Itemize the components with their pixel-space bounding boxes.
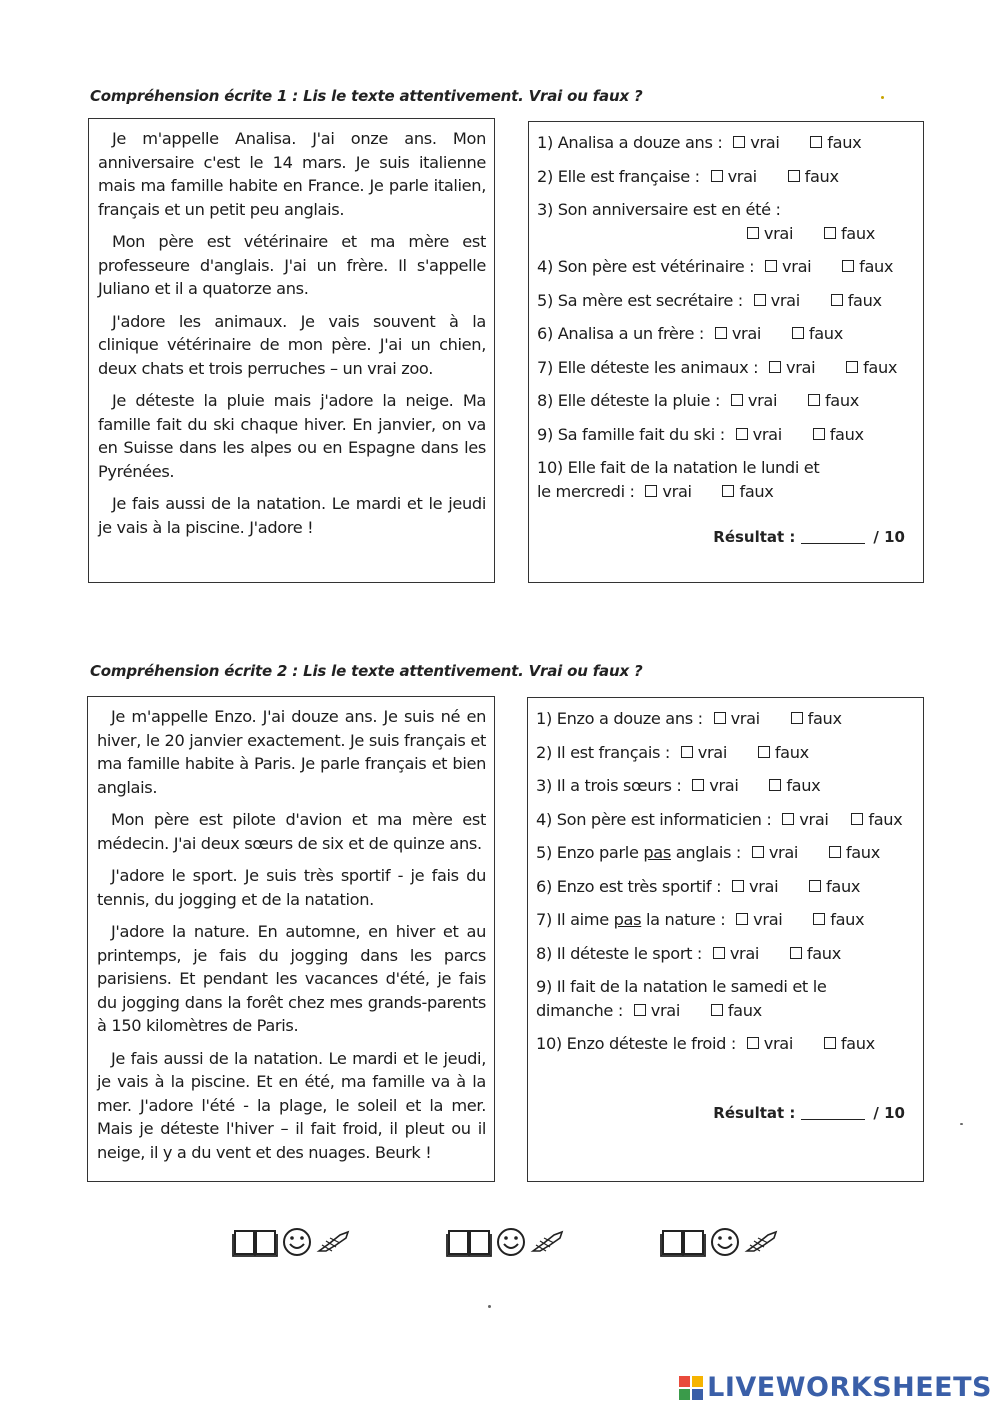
scan-speck xyxy=(488,1305,491,1308)
true-checkbox[interactable] xyxy=(634,1004,646,1016)
true-label: vrai xyxy=(727,166,757,186)
book-icon xyxy=(446,1226,492,1258)
true-label: vrai xyxy=(786,357,816,377)
question-row xyxy=(536,875,913,899)
question-row xyxy=(537,165,913,189)
false-checkbox[interactable] xyxy=(824,227,836,239)
section1-paragraph: J'adore les animaux. Je vais souvent à la clinique vétérinaire de mon père. J'ai un chien, deux chats et trois perruches – un vrai zoo. xyxy=(98,311,486,378)
false-checkbox[interactable] xyxy=(813,913,825,925)
true-checkbox[interactable] xyxy=(711,170,723,182)
false-label: faux xyxy=(826,876,861,896)
false-label: faux xyxy=(845,843,880,862)
true-label: vrai xyxy=(662,481,692,501)
true-checkbox[interactable] xyxy=(736,913,748,925)
section2-paragraph: Je m'appelle Enzo. J'ai douze ans. Je suis né en hiver, le 20 janvier exactement. Je suis français et ma famille habite à Paris. Je parle français et bien anglais. xyxy=(97,707,486,797)
liveworksheets-logo-icon xyxy=(679,1376,703,1400)
smiley-icon xyxy=(710,1227,740,1257)
question-row xyxy=(536,841,913,865)
question-text: 10) Enzo déteste le froid : xyxy=(536,1034,736,1053)
question-text: 7) Il aime xyxy=(536,910,609,929)
true-checkbox[interactable] xyxy=(732,880,744,892)
question-text: 9) Il fait de la natation le samedi et le dimanche : xyxy=(536,977,827,1020)
true-checkbox[interactable] xyxy=(736,428,748,440)
false-label: faux xyxy=(739,481,774,501)
smiley-icon xyxy=(496,1227,526,1257)
false-checkbox[interactable] xyxy=(831,294,843,306)
question-row xyxy=(537,289,913,313)
question-row xyxy=(537,456,837,503)
false-checkbox[interactable] xyxy=(842,260,854,272)
question-row xyxy=(537,322,913,346)
question-choices-row xyxy=(537,222,913,246)
section2-paragraph: Je fais aussi de la natation. Le mardi et le jeudi, je vais à la piscine. Et en été, ma famille va à la mer. J'adore l'été - la plage, le soleil et la mer. Mais je déteste l'hiver – il fait froid, il pleut ou il neige, il y a du vent et des nuages. Beurk ! xyxy=(97,1048,486,1162)
section1-paragraph: Je m'appelle Analisa. J'ai onze ans. Mon anniversaire c'est le 14 mars. Je suis italienne mais ma famille habite en France. Je parle italien, français et un petit peu anglais. xyxy=(98,129,486,219)
false-checkbox[interactable] xyxy=(788,170,800,182)
true-label: vrai xyxy=(729,943,760,963)
section1-title: Compréhension écrite 1 : Lis le texte attentivement. Vrai ou faux ? xyxy=(90,87,643,105)
question-text: 10) Elle fait de la natation le lundi et le mercredi : xyxy=(537,458,820,501)
question-row xyxy=(536,975,846,1022)
true-label: vrai xyxy=(730,709,760,728)
question-text: 8) Elle déteste la pluie : xyxy=(537,391,721,410)
result-label: Résultat : xyxy=(713,528,796,546)
question-row xyxy=(537,198,913,222)
question-row xyxy=(537,389,913,413)
book-icon xyxy=(232,1226,278,1258)
false-checkbox[interactable] xyxy=(711,1004,723,1016)
question-row xyxy=(537,423,913,447)
false-checkbox[interactable] xyxy=(769,779,781,791)
question-row xyxy=(537,356,913,380)
true-label: vrai xyxy=(768,843,799,862)
true-label: vrai xyxy=(763,1034,794,1053)
writing-hand-icon xyxy=(316,1229,352,1255)
false-label: faux xyxy=(804,166,839,186)
true-label: vrai xyxy=(709,776,739,795)
true-checkbox[interactable] xyxy=(645,485,657,497)
false-label: faux xyxy=(827,133,862,152)
false-label: faux xyxy=(840,223,875,243)
false-checkbox[interactable] xyxy=(792,327,804,339)
icon-group xyxy=(446,1226,566,1258)
question-text: 2) Elle est française : xyxy=(537,166,700,186)
true-checkbox[interactable] xyxy=(747,227,759,239)
question-emphasis: pas xyxy=(613,910,642,929)
section2-questions-box xyxy=(527,697,924,1182)
true-checkbox[interactable] xyxy=(754,294,766,306)
true-label: vrai xyxy=(799,809,829,829)
result-total: / 10 xyxy=(873,528,905,546)
true-checkbox[interactable] xyxy=(733,136,745,148)
true-checkbox[interactable] xyxy=(765,260,777,272)
false-label: faux xyxy=(727,1000,762,1020)
section1-paragraph: Mon père est vétérinaire et ma mère est professeure d'anglais. J'ai un frère. Il s'appelle Juliano et il a quatorze ans. xyxy=(98,232,486,298)
question-text: 5) Enzo parle xyxy=(536,843,639,862)
question-text: 4) Son père est informaticien : xyxy=(536,809,772,829)
true-label: vrai xyxy=(763,223,794,243)
false-label: faux xyxy=(806,943,841,963)
brand-name: LIVEWORKSHEETS xyxy=(707,1372,992,1403)
question-row xyxy=(536,908,913,932)
false-label: faux xyxy=(808,324,843,343)
smiley-icon xyxy=(282,1227,312,1257)
true-checkbox[interactable] xyxy=(692,779,704,791)
false-label: faux xyxy=(840,1034,875,1053)
true-label: vrai xyxy=(697,742,728,762)
writing-hand-icon xyxy=(530,1229,566,1255)
false-checkbox[interactable] xyxy=(810,136,822,148)
question-row xyxy=(536,774,913,798)
true-label: vrai xyxy=(748,876,779,896)
section1-text-box xyxy=(88,118,495,583)
true-label: vrai xyxy=(752,424,782,444)
section2-paragraph: J'adore la nature. En automne, en hiver et au printemps, je fais du jogging dans les parcs parisiens. Et pendant les vacances d'été, je fais du jogging dans la forêt chez mes grands-parents à 150 kilomètres de Paris. xyxy=(97,922,486,1035)
writing-hand-icon xyxy=(744,1229,780,1255)
true-checkbox[interactable] xyxy=(713,947,725,959)
question-text: 7) Elle déteste les animaux : xyxy=(537,357,759,377)
true-checkbox[interactable] xyxy=(769,361,781,373)
result-blank[interactable] xyxy=(801,1105,865,1120)
true-label: vrai xyxy=(750,133,780,152)
question-row xyxy=(536,808,913,832)
false-checkbox[interactable] xyxy=(813,428,825,440)
false-checkbox[interactable] xyxy=(851,813,863,825)
false-label: faux xyxy=(786,776,821,795)
question-emphasis: pas xyxy=(643,843,671,862)
true-label: vrai xyxy=(753,910,783,929)
section2-paragraph: J'adore le sport. Je suis très sportif - je fais du tennis, du jogging et de la natation. xyxy=(97,866,486,909)
question-text: anglais : xyxy=(675,843,742,862)
true-label: vrai xyxy=(782,257,812,276)
false-label: faux xyxy=(868,809,903,829)
question-row xyxy=(537,131,913,155)
section1-paragraph: Je déteste la pluie mais j'adore la neige. Ma famille fait du ski chaque hiver. En janvier, on va en Suisse dans les alpes ou en Espagne dans les Pyrénées. xyxy=(98,391,486,481)
true-checkbox[interactable] xyxy=(715,327,727,339)
question-text: 8) Il déteste le sport : xyxy=(536,943,703,963)
false-checkbox[interactable] xyxy=(824,1037,836,1049)
false-checkbox[interactable] xyxy=(722,485,734,497)
true-checkbox[interactable] xyxy=(747,1037,759,1049)
true-checkbox[interactable] xyxy=(752,846,764,858)
section1-paragraph: Je fais aussi de la natation. Le mardi et le jeudi je vais à la piscine. J'adore ! xyxy=(98,494,486,537)
scan-speck xyxy=(881,96,884,99)
true-checkbox[interactable] xyxy=(681,746,693,758)
false-checkbox[interactable] xyxy=(808,394,820,406)
section1-result xyxy=(713,528,905,546)
question-text: 3) Son anniversaire est en été : xyxy=(537,200,781,219)
true-label: vrai xyxy=(747,391,778,410)
false-checkbox[interactable] xyxy=(791,712,803,724)
true-label: vrai xyxy=(770,290,800,310)
question-text: 2) Il est français : xyxy=(536,742,670,762)
result-total: / 10 xyxy=(873,1104,905,1122)
false-label: faux xyxy=(859,257,894,276)
scan-speck xyxy=(960,1123,963,1125)
false-label: faux xyxy=(863,357,898,377)
false-checkbox[interactable] xyxy=(790,947,802,959)
false-checkbox[interactable] xyxy=(758,746,770,758)
result-blank[interactable] xyxy=(801,529,865,544)
question-text: 6) Analisa a un frère : xyxy=(537,324,705,343)
question-row xyxy=(536,707,913,731)
icons-row xyxy=(0,1226,1000,1266)
question-text: 9) Sa famille fait du ski : xyxy=(537,424,725,444)
false-label: faux xyxy=(830,910,865,929)
section2-paragraph: Mon père est pilote d'avion et ma mère est médecin. J'ai deux sœurs de six et de quinze ans. xyxy=(97,810,486,853)
question-text: 1) Enzo a douze ans : xyxy=(536,709,703,728)
question-row xyxy=(537,255,913,279)
section2-result xyxy=(713,1104,905,1122)
question-row xyxy=(536,942,913,966)
section2-title: Compréhension écrite 2 : Lis le texte attentivement. Vrai ou faux ? xyxy=(90,662,643,680)
question-text: la nature : xyxy=(646,910,726,929)
false-checkbox[interactable] xyxy=(846,361,858,373)
liveworksheets-logo xyxy=(679,1372,992,1403)
icon-group xyxy=(660,1226,780,1258)
result-label: Résultat : xyxy=(713,1104,796,1122)
section2-text-box xyxy=(87,696,495,1182)
icon-group xyxy=(232,1226,352,1258)
false-label: faux xyxy=(774,742,809,762)
false-label: faux xyxy=(847,290,882,310)
true-label: vrai xyxy=(650,1000,681,1020)
false-label: faux xyxy=(807,709,842,728)
false-checkbox[interactable] xyxy=(829,846,841,858)
question-text: 5) Sa mère est secrétaire : xyxy=(537,290,743,310)
question-text: 4) Son père est vétérinaire : xyxy=(537,257,755,276)
false-label: faux xyxy=(829,424,864,444)
false-checkbox[interactable] xyxy=(809,880,821,892)
question-text: 3) Il a trois sœurs : xyxy=(536,776,682,795)
question-row xyxy=(536,741,913,765)
question-row xyxy=(536,1032,913,1056)
question-text: 1) Analisa a douze ans : xyxy=(537,133,723,152)
section1-questions-box xyxy=(528,121,924,583)
true-checkbox[interactable] xyxy=(714,712,726,724)
question-text: 6) Enzo est très sportif : xyxy=(536,876,722,896)
book-icon xyxy=(660,1226,706,1258)
true-label: vrai xyxy=(731,324,762,343)
false-label: faux xyxy=(824,391,859,410)
true-checkbox[interactable] xyxy=(731,394,743,406)
true-checkbox[interactable] xyxy=(782,813,794,825)
